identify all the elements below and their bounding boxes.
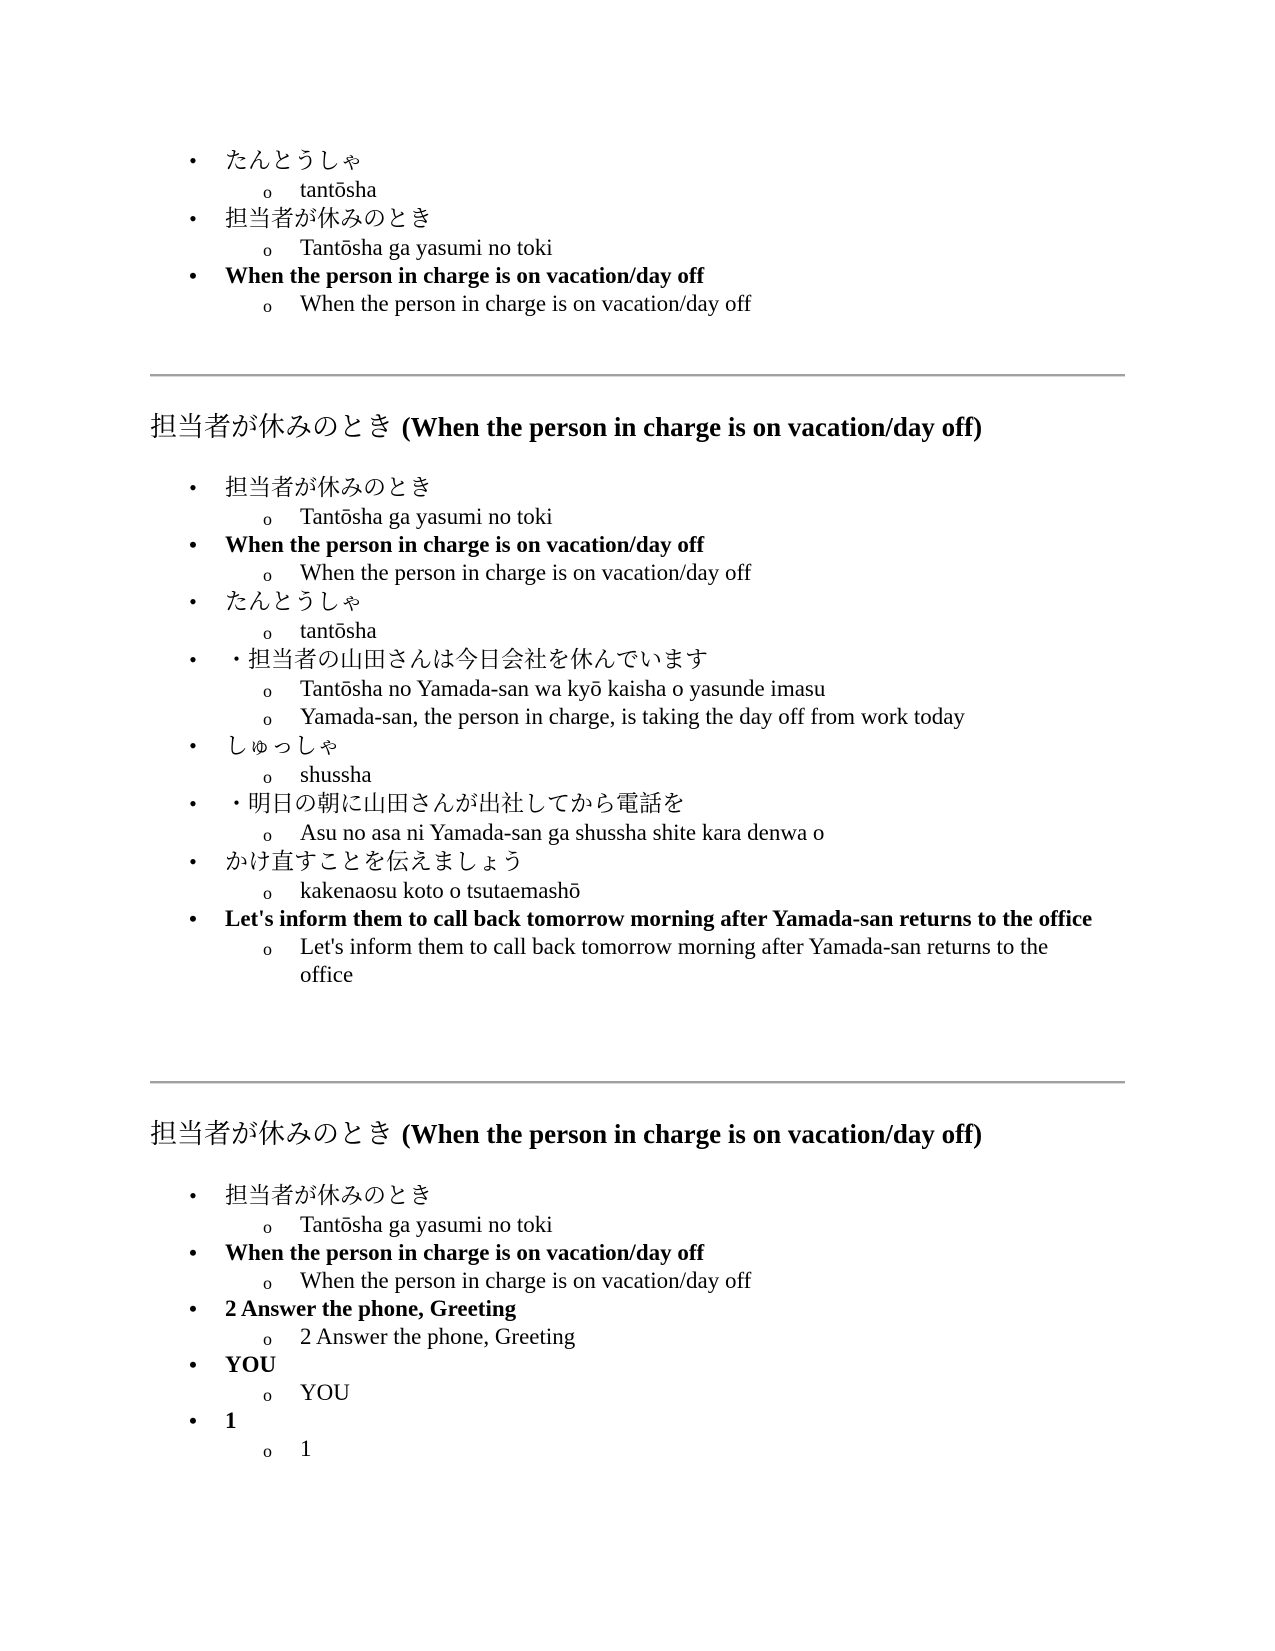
item-label: 担当者が休みのとき xyxy=(225,206,432,232)
list-item-text xyxy=(0,905,1275,933)
bullet-icon: • xyxy=(189,206,197,231)
list-item xyxy=(0,1295,1275,1351)
section-heading xyxy=(150,410,982,445)
circle-bullet-icon: o xyxy=(263,182,272,202)
sub-list-item xyxy=(0,819,1275,847)
list-item xyxy=(0,731,1275,789)
sub-item-label: YOU xyxy=(300,1380,350,1405)
item-label: When the person in charge is on vacation/day off xyxy=(225,1240,705,1265)
sub-list xyxy=(0,234,1275,262)
sub-list-item xyxy=(0,933,1275,989)
list-item xyxy=(0,146,1275,204)
sub-item-label: When the person in charge is on vacation/day off xyxy=(300,560,752,585)
sub-item-label: Tantōsha ga yasumi no toki xyxy=(300,235,553,260)
sub-list xyxy=(0,176,1275,204)
bullet-icon: • xyxy=(189,733,197,758)
sub-list xyxy=(0,617,1275,645)
sub-list-item xyxy=(0,176,1275,204)
bullet-icon: • xyxy=(189,263,197,288)
sub-list xyxy=(0,933,1275,989)
bullet-icon: • xyxy=(189,475,197,500)
circle-bullet-icon: o xyxy=(263,681,272,701)
sub-list-item xyxy=(0,1379,1275,1407)
sub-list-item xyxy=(0,1323,1275,1351)
list-item xyxy=(0,587,1275,645)
sub-list xyxy=(0,503,1275,531)
sub-item-label: Tantōsha ga yasumi no toki xyxy=(300,1212,553,1237)
heading-english: (When the person in charge is on vacation/day off) xyxy=(401,412,983,442)
circle-bullet-icon: o xyxy=(263,565,272,585)
sub-list-item xyxy=(0,559,1275,587)
section-3 xyxy=(0,1181,1275,1463)
list-item-text xyxy=(0,1295,1275,1323)
list-item-text xyxy=(0,262,1275,290)
circle-bullet-icon: o xyxy=(263,883,272,903)
bullet-icon: • xyxy=(189,906,197,931)
bullet-icon: • xyxy=(189,1408,197,1433)
sub-list xyxy=(0,1267,1275,1295)
sub-list xyxy=(0,290,1275,318)
sub-list-item xyxy=(0,503,1275,531)
sub-item-label: tantōsha xyxy=(300,618,377,643)
circle-bullet-icon: o xyxy=(263,240,272,260)
sub-list-item xyxy=(0,234,1275,262)
list-item-text xyxy=(0,146,1275,176)
sub-list xyxy=(0,675,1275,731)
list-item xyxy=(0,531,1275,587)
sub-list xyxy=(0,559,1275,587)
sub-list xyxy=(0,1211,1275,1239)
item-label: When the person in charge is on vacation/day off xyxy=(225,532,705,557)
bullet-list xyxy=(0,1181,1275,1463)
item-label: 担当者が休みのとき xyxy=(225,475,432,501)
bullet-icon: • xyxy=(189,1296,197,1321)
circle-bullet-icon: o xyxy=(263,509,272,529)
item-label: 担当者が休みのとき xyxy=(225,1183,432,1209)
list-item-text xyxy=(0,531,1275,559)
sub-list-item xyxy=(0,1435,1275,1463)
circle-bullet-icon: o xyxy=(263,1217,272,1237)
list-item-text xyxy=(0,847,1275,877)
sub-list xyxy=(0,1379,1275,1407)
heading-japanese: 担当者が休みのとき xyxy=(150,1119,393,1150)
sub-item-label: 2 Answer the phone, Greeting xyxy=(300,1324,576,1349)
sub-list xyxy=(0,761,1275,789)
bullet-list xyxy=(0,146,1275,318)
sub-item-label: When the person in charge is on vacation/day off xyxy=(300,291,752,316)
sub-item-label: Yamada-san, the person in charge, is taking the day off from work today xyxy=(300,704,965,729)
sub-item-label: Tantōsha ga yasumi no toki xyxy=(300,504,553,529)
list-item-text xyxy=(0,587,1275,617)
bullet-icon: • xyxy=(189,647,197,672)
sub-item-label: 1 xyxy=(300,1436,312,1461)
sub-list-item xyxy=(0,1267,1275,1295)
list-item-text xyxy=(0,473,1275,503)
item-label: ・担当者の山田さんは今日会社を休んでいます xyxy=(225,647,708,673)
list-item xyxy=(0,1239,1275,1295)
circle-bullet-icon: o xyxy=(263,767,272,787)
sub-list-item xyxy=(0,761,1275,789)
item-label: Let's inform them to call back tomorrow morning after Yamada-san returns to the office xyxy=(225,906,1093,931)
bullet-icon: • xyxy=(189,849,197,874)
circle-bullet-icon: o xyxy=(263,709,272,729)
list-item-text xyxy=(0,789,1275,819)
circle-bullet-icon: o xyxy=(263,623,272,643)
circle-bullet-icon: o xyxy=(263,296,272,316)
item-label: かけ直すことを伝えましょう xyxy=(225,849,524,875)
list-item xyxy=(0,1181,1275,1239)
bullet-icon: • xyxy=(189,1352,197,1377)
sub-item-label: When the person in charge is on vacation/day off xyxy=(300,1268,752,1293)
circle-bullet-icon: o xyxy=(263,825,272,845)
item-label: たんとうしゃ xyxy=(225,589,363,615)
list-item xyxy=(0,789,1275,847)
list-item-text xyxy=(0,1351,1275,1379)
list-item xyxy=(0,1407,1275,1463)
horizontal-rule xyxy=(150,1081,1125,1084)
heading-japanese: 担当者が休みのとき xyxy=(150,412,393,443)
circle-bullet-icon: o xyxy=(263,1441,272,1461)
list-item-text xyxy=(0,204,1275,234)
sub-item-label: kakenaosu koto o tsutaemashō xyxy=(300,878,581,903)
sub-list-item xyxy=(0,1211,1275,1239)
sub-list xyxy=(0,877,1275,905)
sub-list-item xyxy=(0,675,1275,703)
list-item xyxy=(0,645,1275,731)
list-item-text xyxy=(0,645,1275,675)
item-label: 2 Answer the phone, Greeting xyxy=(225,1296,517,1321)
list-item xyxy=(0,262,1275,318)
horizontal-rule xyxy=(150,374,1125,377)
list-item xyxy=(0,204,1275,262)
sub-list-item xyxy=(0,617,1275,645)
heading-english: (When the person in charge is on vacation/day off) xyxy=(401,1119,983,1149)
list-item-text xyxy=(0,1181,1275,1211)
list-item xyxy=(0,473,1275,531)
sub-item-label: Let's inform them to call back tomorrow morning after Yamada-san returns to the office xyxy=(300,934,1049,987)
section-heading xyxy=(150,1117,982,1152)
item-label: ・明日の朝に山田さんが出社してから電話を xyxy=(225,791,685,817)
sub-list xyxy=(0,1323,1275,1351)
list-item-text xyxy=(0,731,1275,761)
bullet-icon: • xyxy=(189,1240,197,1265)
sub-list xyxy=(0,1435,1275,1463)
section-2 xyxy=(0,473,1275,989)
bullet-icon: • xyxy=(189,589,197,614)
bullet-icon: • xyxy=(189,148,197,173)
circle-bullet-icon: o xyxy=(263,1273,272,1293)
item-label: たんとうしゃ xyxy=(225,148,363,174)
circle-bullet-icon: o xyxy=(263,939,272,959)
item-label: 1 xyxy=(225,1408,237,1433)
section-1 xyxy=(0,146,1275,318)
item-label: YOU xyxy=(225,1352,277,1377)
list-item-text xyxy=(0,1407,1275,1435)
list-item xyxy=(0,905,1275,989)
bullet-icon: • xyxy=(189,1183,197,1208)
list-item xyxy=(0,1351,1275,1407)
list-item xyxy=(0,847,1275,905)
list-item-text xyxy=(0,1239,1275,1267)
bullet-icon: • xyxy=(189,532,197,557)
sub-item-label: Tantōsha no Yamada-san wa kyō kaisha o yasunde imasu xyxy=(300,676,826,701)
sub-list-item xyxy=(0,290,1275,318)
bullet-icon: • xyxy=(189,791,197,816)
sub-item-label: Asu no asa ni Yamada-san ga shussha shite kara denwa o xyxy=(300,820,825,845)
item-label: When the person in charge is on vacation/day off xyxy=(225,263,705,288)
sub-item-label: shussha xyxy=(300,762,372,787)
sub-list-item xyxy=(0,877,1275,905)
circle-bullet-icon: o xyxy=(263,1385,272,1405)
bullet-list xyxy=(0,473,1275,989)
sub-list xyxy=(0,819,1275,847)
sub-item-label: tantōsha xyxy=(300,177,377,202)
item-label: しゅっしゃ xyxy=(225,733,340,759)
circle-bullet-icon: o xyxy=(263,1329,272,1349)
sub-list-item xyxy=(0,703,1275,731)
